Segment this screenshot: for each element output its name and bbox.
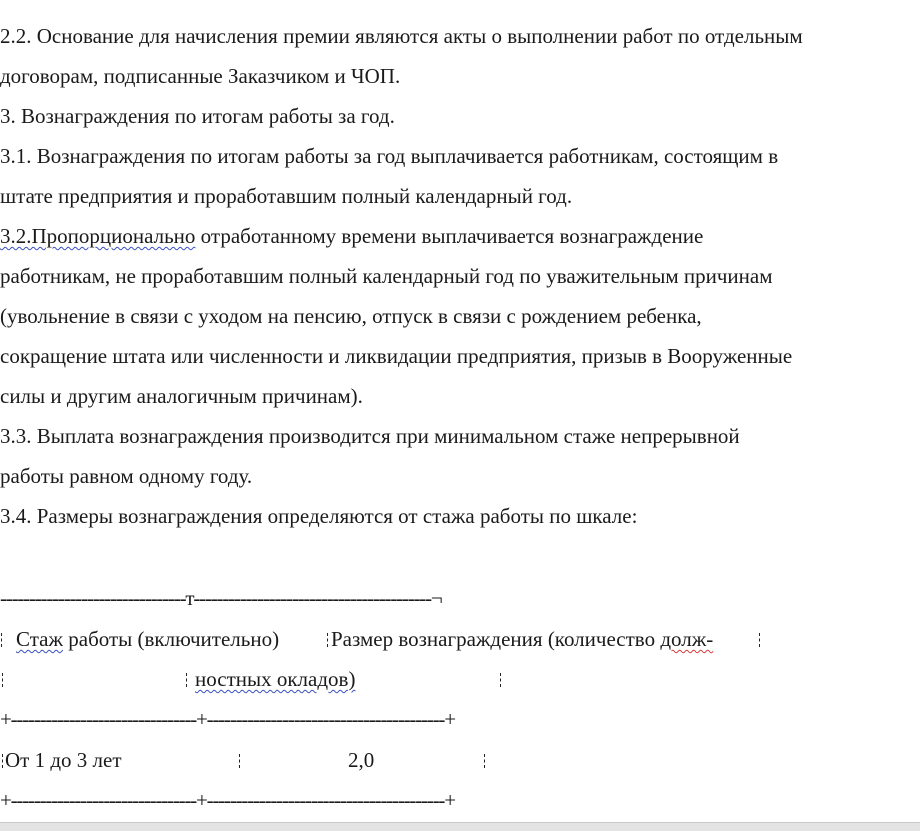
paragraph-3-4[interactable]: 3.4. Размеры вознаграждения определяются от стажа работы по шкале: <box>0 504 638 528</box>
table-cell-period[interactable]: От 1 до 3 лет <box>5 748 122 772</box>
paragraph-3-1-line-1[interactable]: 3.1. Вознаграждения по итогам работы за год выплачивается работникам, состоящим в <box>0 144 779 168</box>
table-border <box>239 754 242 768</box>
header-col2-text: Размер вознаграждения (количество <box>331 627 661 651</box>
table-border <box>500 673 503 687</box>
table-top-rule: --------------------------------т-----------------------------------------¬ <box>0 586 442 610</box>
table-cell-amount[interactable]: 2,0 <box>348 748 375 772</box>
table-mid-rule: +--------------------------------+-----------------------------------------+ <box>0 707 455 731</box>
paragraph-3-3-line-1[interactable]: 3.3. Выплата вознаграждения производится при минимальном стаже непрерывной <box>0 424 740 448</box>
table-border <box>186 673 189 687</box>
paragraph-3-2-line-4[interactable]: сокращение штата или численности и ликвидации предприятия, призыв в Вооруженные <box>0 344 793 368</box>
table-border <box>327 633 330 647</box>
paragraph-3-2-line-2[interactable]: работникам, не проработавшим полный календарный год по уважительным причинам <box>0 264 773 288</box>
table-border <box>484 754 487 768</box>
paragraph-2-2-line-1[interactable]: 2.2. Основание для начисления премии являются акты о выполнении работ по отдельным <box>0 24 803 48</box>
header-col1-text: работы (включительно) <box>63 627 280 651</box>
paragraph-2-2-line-2[interactable]: договорам, подписанные Заказчиком и ЧОП. <box>0 64 401 88</box>
spellcheck-flag: долж- <box>660 627 714 651</box>
table-border <box>2 673 5 687</box>
spellcheck-flag: ностных окладов) <box>195 667 356 691</box>
paragraph-3-2-text: отработанному времени выплачивается вознаграждение <box>200 224 704 248</box>
table-header-col2[interactable] <box>331 627 713 651</box>
spellcheck-flag[interactable]: 3.2.Пропорционально <box>0 224 196 248</box>
table-header-col1[interactable] <box>16 627 279 651</box>
spellcheck-flag: Стаж <box>16 627 63 651</box>
table-bottom-rule: +--------------------------------+-----------------------------------------+ <box>0 788 455 812</box>
section-3-heading[interactable]: 3. Вознаграждения по итогам работы за год. <box>0 104 395 128</box>
table-header-col2-line2[interactable] <box>195 667 355 691</box>
clipped-text-line <box>0 0 5 11</box>
paragraph-3-1-line-2[interactable]: штате предприятия и проработавшим полный календарный год. <box>0 184 573 208</box>
table-border <box>1 633 4 647</box>
paragraph-3-2-line-3[interactable]: (увольнение в связи с уходом на пенсию, отпуск в связи с рождением ребенка, <box>0 304 702 328</box>
paragraph-3-2-line-1[interactable] <box>0 224 703 248</box>
paragraph-3-3-line-2[interactable]: работы равном одному году. <box>0 464 253 488</box>
paragraph-3-2-line-5[interactable]: силы и другим аналогичным причинам). <box>0 384 363 408</box>
table-border <box>759 633 762 647</box>
